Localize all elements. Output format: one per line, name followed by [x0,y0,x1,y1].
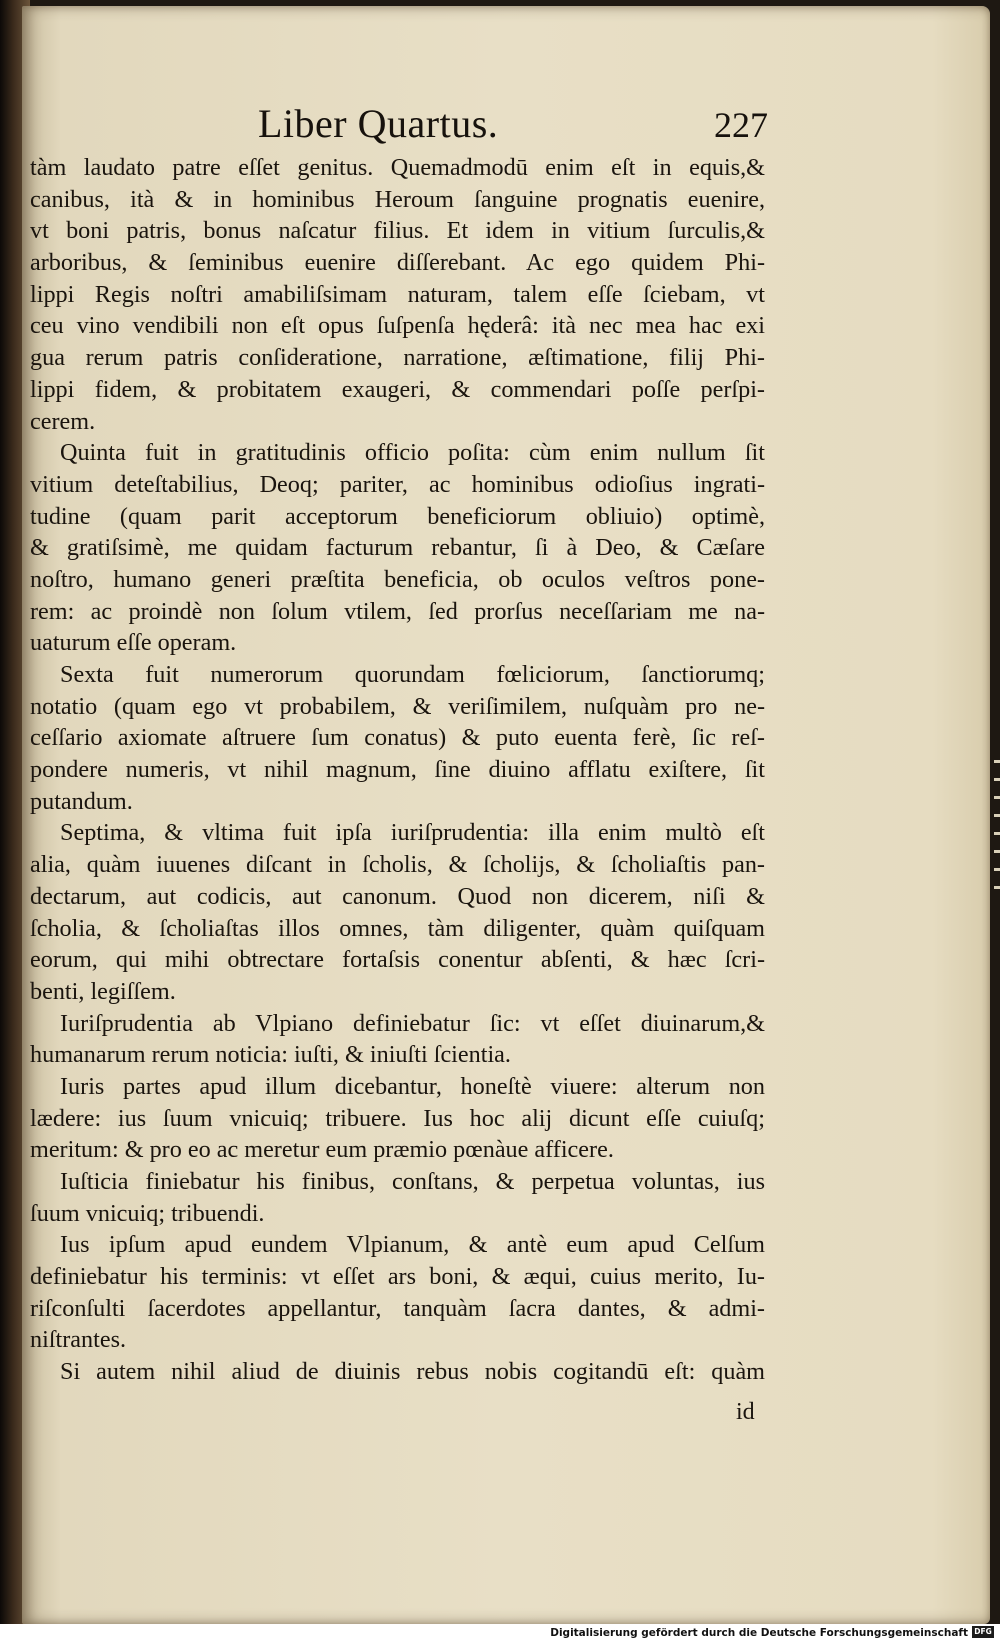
running-title: Liber Quartus. [258,101,499,146]
text-line: ceu vino vendibili non eſt opus ſuſpenſa hęderâ: ità nec mea hac exi [30,312,765,340]
text-line: Sexta fuit numerorum quorundam fœliciorum, ſanctiorumq; [60,661,765,688]
text-line: pondere numeris, vt nihil magnum, ſine diuino afflatu exiſtere, ſit [30,756,765,784]
text-line: uaturum eſſe operam. [30,629,237,657]
text-line: dectarum, aut codicis, aut canonum. Quod non dicerem, niſi & [30,882,765,910]
text-line: vt boni patris, bonus naſcatur filius. Et idem in vitium ſurculis,& [30,217,765,245]
text-line: & gratiſsimè, me quidam facturum rebantur, ſi à Deo, & Cæſare [30,534,765,562]
text-line: gua rerum patris conſideratione, narratione, æſtimatione, filij Phi- [30,344,765,372]
text-line: Septima, & vltima fuit ipſa iuriſprudentia: illa enim multò eſt [60,819,765,847]
text-line: alia, quàm iuuenes diſcant in ſcholis, & ſcholijs, & ſcholiaſtis pan- [30,851,765,879]
text-line: Iuris partes apud illum dicebantur, honeſtè viuere: alterum non [60,1072,765,1100]
dfg-logo-icon: DFG [972,1626,994,1638]
text-line: lippi fidem, & probitatem exaugeri, & commendari poſſe perſpi- [30,375,765,403]
text-line: cerem. [30,407,96,435]
text-line: Iuſticia finiebatur his finibus, conſtans, & perpetua voluntas, ius [60,1168,765,1195]
page-edge-marks [994,760,1000,900]
text-line: meritum: & pro eo ac meretur eum præmio pœnàue afficere. [30,1136,614,1164]
text-line: arboribus, & ſeminibus euenire diſſerebant. Ac ego quidem Phi- [30,249,765,277]
page-number: 227 [714,105,768,145]
text-line: definiebatur his terminis: vt eſſet ars boni, & æqui, cuius merito, Iu- [30,1263,765,1291]
text-line: lippi Regis noſtri amabiliſsimam naturam, talem eſſe ſciebam, vt [30,280,765,308]
text-line: tudine (quam parit acceptorum beneficiorum obliuio) optimè, [30,502,765,530]
text-line: tàm laudato patre eſſet genitus. Quemadmodū enim eſt in equis,& [30,154,765,181]
text-line: Ius ipſum apud eundem Vlpianum, & antè eum apud Celſum [60,1231,765,1259]
text-line: lædere: ius ſuum vnicuiq; tribuere. Ius hoc alij dicunt eſſe cuiuſq; [30,1104,765,1132]
text-line: noſtro, humano generi præſtita beneficia, ob oculos veſtros pone- [30,565,765,593]
body-text [30,152,765,1388]
text-line: putandum. [30,787,133,815]
catchword: id [736,1399,755,1425]
funding-credit: Digitalisierung gefördert durch die Deutsche Forschungsgemeinschaft [550,1627,968,1639]
text-line: canibus, ità & in hominibus Heroum ſanguine prognatis euenire, [30,185,765,213]
text-line: riſconſulti ſacerdotes appellantur, tanquàm ſacra dantes, & admi- [30,1294,765,1322]
text-line: humanarum rerum noticia: iuſti, & iniuſti ſcientia. [30,1041,511,1069]
text-line: vitium deteſtabilius, Deoq; pariter, ac hominibus odioſius ingrati- [30,470,765,498]
text-line: ſuum vnicuiq; tribuendi. [30,1199,265,1227]
text-line: rem: ac proindè non ſolum vtilem, ſed prorſus neceſſariam me na- [30,597,765,625]
text-line: Si autem nihil aliud de diuinis rebus nobis cogitandū eſt: quàm [60,1358,765,1386]
text-line: benti, legiſſem. [30,977,176,1005]
text-line: eorum, qui mihi obtrectare fortaſsis conentur abſenti, & hæc ſcri- [30,946,765,974]
text-line: niſtrantes. [30,1326,127,1354]
running-head [0,100,1000,150]
text-line: ſcholia, & ſcholiaſtas illos omnes, tàm diligenter, quàm quiſquam [30,914,765,942]
text-line: notatio (quam ego vt probabilem, & veriſimilem, nuſquàm pro ne- [30,692,765,720]
text-line: ceſſario axiomate aſtruere ſum conatus) & puto euenta ferè, ſic reſ- [30,724,765,752]
text-line: Iuriſprudentia ab Vlpiano definiebatur ſic: vt eſſet diuinarum,& [60,1009,765,1037]
text-line: Quinta fuit in gratitudinis officio poſita: cùm enim nullum ſit [60,439,765,467]
